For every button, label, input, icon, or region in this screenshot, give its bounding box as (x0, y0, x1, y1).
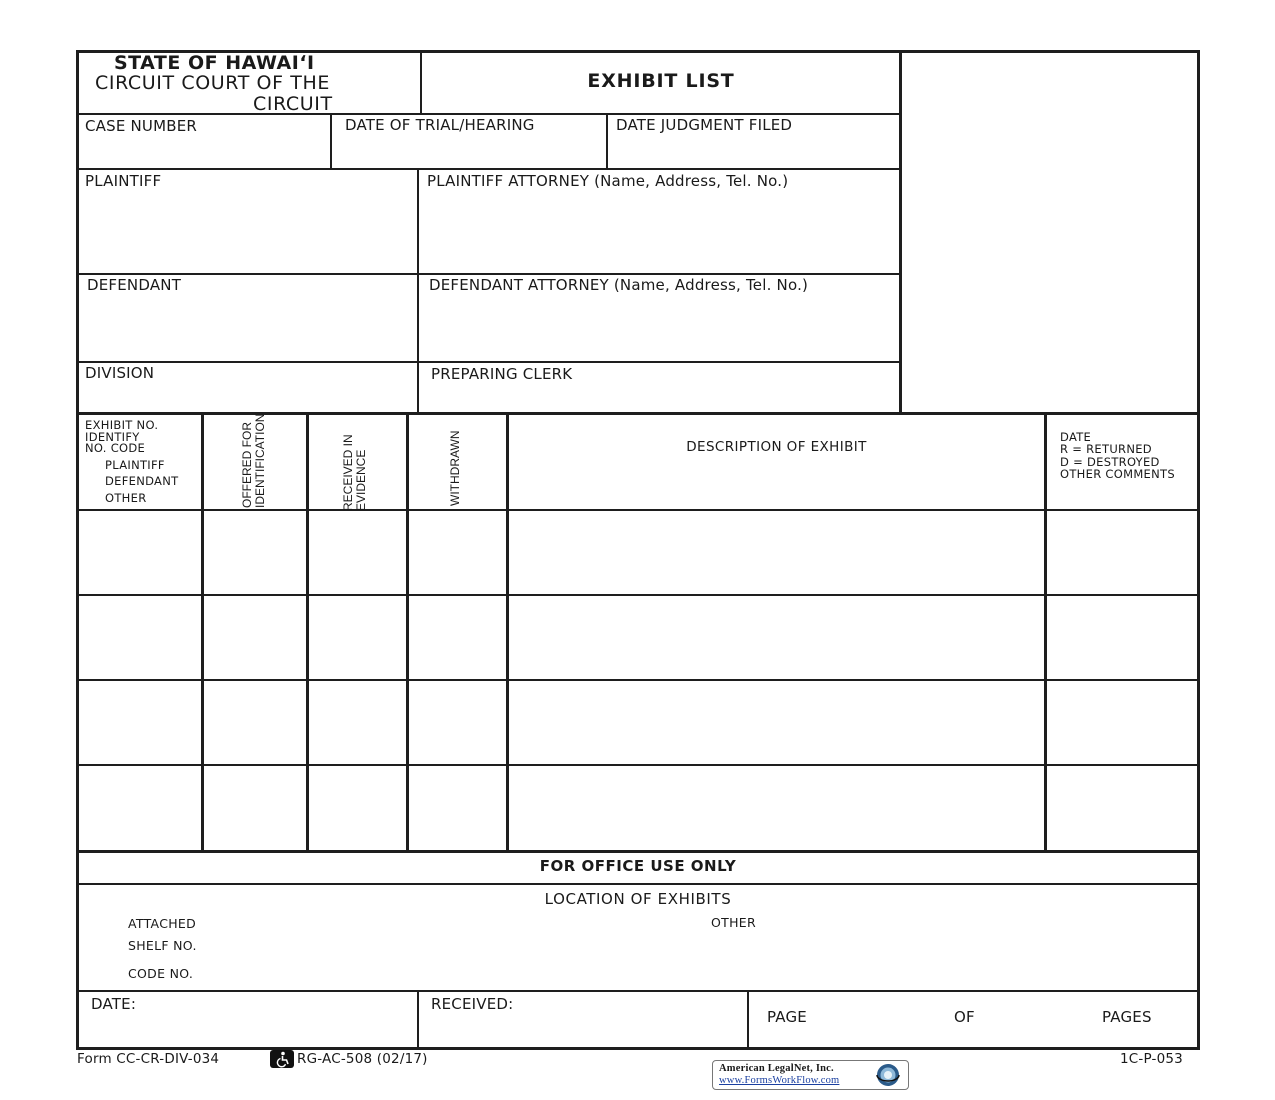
h-office (76, 883, 1200, 885)
row-4-received[interactable] (310, 767, 405, 849)
row-1-withdrawn[interactable] (410, 512, 505, 593)
h-row-5 (76, 850, 1200, 853)
shelf-label: SHELF NO. (128, 938, 197, 953)
h-row-1 (76, 509, 1200, 511)
page-title: EXHIBIT LIST (587, 70, 735, 92)
row-2-description[interactable] (510, 597, 1043, 678)
plaintiff-attorney-label: PLAINTIFF ATTORNEY (Name, Address, Tel. No.) (427, 172, 789, 190)
date-trial-label: DATE OF TRIAL/HEARING (345, 116, 535, 134)
row-3-exhibit-no[interactable] (80, 682, 200, 763)
col-date-line-4: OTHER COMMENTS (1060, 467, 1175, 481)
row-2-withdrawn[interactable] (410, 597, 505, 678)
v-right-block (899, 50, 902, 414)
brand-url[interactable]: www.FormsWorkFlow.com (719, 1075, 840, 1086)
col-exhibit-line-4: PLAINTIFF (105, 458, 165, 472)
court-line-1: CIRCUIT COURT OF THE (95, 72, 330, 94)
h-below-plaintiff (76, 273, 900, 275)
page-label: PAGE (767, 1008, 807, 1026)
row-3-date-comments[interactable] (1048, 682, 1196, 763)
v-col-2 (306, 412, 309, 853)
code-label: CODE NO. (128, 966, 194, 981)
col-offered-header (240, 413, 269, 508)
date-label: DATE: (91, 995, 137, 1013)
row-3-received[interactable] (310, 682, 405, 763)
received-field[interactable] (421, 1014, 745, 1046)
plaintiff-attorney-field[interactable] (421, 192, 897, 272)
col-exhibit-line-6: OTHER (105, 491, 147, 505)
of-label: OF (954, 1008, 975, 1026)
attached-label: ATTACHED (128, 916, 197, 931)
col-offered-line-1: OFFERED FOR (240, 422, 254, 508)
col-date-line-1: DATE (1060, 430, 1092, 444)
form-id: Form CC-CR-DIV-034 (77, 1051, 220, 1067)
attached-field[interactable] (215, 914, 515, 932)
col-withdrawn-header (448, 430, 463, 506)
row-2-date-comments[interactable] (1048, 597, 1196, 678)
pages-label: PAGES (1102, 1008, 1152, 1026)
v-col-5 (1044, 412, 1047, 853)
col-withdrawn-label: WITHDRAWN (448, 430, 462, 506)
row-1-exhibit-no[interactable] (80, 512, 200, 593)
h-row-4 (76, 764, 1200, 766)
division-field[interactable] (80, 384, 415, 411)
code-field[interactable] (215, 964, 515, 982)
h-below-defendant (76, 361, 900, 363)
h-below-case (76, 168, 900, 170)
total-pages-field[interactable] (990, 1000, 1095, 1040)
col-exhibit-line-5: DEFENDANT (105, 474, 179, 488)
defendant-label: DEFENDANT (87, 276, 182, 294)
row-1-date-comments[interactable] (1048, 512, 1196, 593)
page-number-field[interactable] (825, 1000, 945, 1040)
v-footer-2 (747, 990, 749, 1049)
v-case-1 (330, 113, 332, 170)
h-row-2 (76, 594, 1200, 596)
row-1-offered[interactable] (205, 512, 305, 593)
col-received-line-2: EVIDENCE (354, 449, 368, 511)
date-field[interactable] (80, 1014, 415, 1046)
case-number-label: CASE NUMBER (85, 117, 198, 135)
code-right: 1C-P-053 (1120, 1051, 1183, 1067)
v-col-1 (201, 412, 204, 853)
row-4-withdrawn[interactable] (410, 767, 505, 849)
brand-name: American LegalNet, Inc. (719, 1063, 834, 1074)
col-exhibit-line-2: IDENTIFY (85, 430, 140, 444)
preparing-clerk-field[interactable] (421, 385, 897, 411)
v-col-3 (406, 412, 409, 853)
v-case-2 (606, 113, 608, 170)
row-4-offered[interactable] (205, 767, 305, 849)
h-footer-row (76, 990, 1200, 992)
h-below-header (76, 113, 900, 115)
row-4-date-comments[interactable] (1048, 767, 1196, 849)
col-exhibit-line-3: NO. CODE (85, 441, 146, 455)
row-3-withdrawn[interactable] (410, 682, 505, 763)
row-1-description[interactable] (510, 512, 1043, 593)
col-received-line-1: RECEIVED IN (341, 434, 355, 511)
court-line-2: CIRCUIT (253, 93, 333, 115)
case-number-field[interactable] (80, 137, 328, 167)
other-field[interactable] (770, 913, 1190, 983)
row-4-exhibit-no[interactable] (80, 767, 200, 849)
plaintiff-label: PLAINTIFF (85, 172, 162, 190)
row-4-description[interactable] (510, 767, 1043, 849)
defendant-field[interactable] (80, 296, 415, 360)
v-party-split (417, 168, 419, 414)
court-use-box[interactable] (903, 54, 1195, 411)
col-received-header (342, 427, 370, 511)
h-table-top (76, 412, 1200, 415)
location-title: LOCATION OF EXHIBITS (544, 890, 732, 908)
defendant-attorney-label: DEFENDANT ATTORNEY (Name, Address, Tel. No.) (429, 276, 809, 294)
shelf-field[interactable] (215, 936, 515, 954)
frame-bottom (76, 1047, 1200, 1050)
v-col-4 (506, 412, 509, 853)
row-2-offered[interactable] (205, 597, 305, 678)
state-title: STATE OF HAWAIʻI (114, 52, 315, 74)
row-2-received[interactable] (310, 597, 405, 678)
date-judgment-label: DATE JUDGMENT FILED (616, 116, 793, 134)
row-3-description[interactable] (510, 682, 1043, 763)
row-1-received[interactable] (310, 512, 405, 593)
col-description-header: DESCRIPTION OF EXHIBIT (686, 439, 867, 455)
date-trial-field[interactable] (334, 137, 604, 167)
globe-icon (871, 1063, 905, 1087)
col-date-line-3: D = DESTROYED (1060, 455, 1160, 469)
date-judgment-field[interactable] (610, 137, 897, 167)
row-3-offered[interactable] (205, 682, 305, 763)
accessibility-icon (270, 1050, 294, 1068)
v-footer-1 (417, 990, 419, 1049)
brand-badge[interactable] (712, 1060, 909, 1090)
plaintiff-field[interactable] (80, 192, 415, 272)
received-label: RECEIVED: (431, 995, 514, 1013)
office-use-title: FOR OFFICE USE ONLY (539, 857, 737, 875)
h-row-3 (76, 679, 1200, 681)
col-exhibit-line-1: EXHIBIT NO. (85, 418, 159, 432)
row-2-exhibit-no[interactable] (80, 597, 200, 678)
division-label: DIVISION (85, 364, 155, 382)
rg-code: RG-AC-508 (02/17) (297, 1051, 428, 1067)
other-label: OTHER (711, 915, 756, 930)
preparing-clerk-label: PREPARING CLERK (431, 365, 573, 383)
defendant-attorney-field[interactable] (421, 296, 897, 360)
col-date-line-2: R = RETURNED (1060, 442, 1152, 456)
col-offered-line-2: IDENTIFICATION (253, 413, 267, 508)
